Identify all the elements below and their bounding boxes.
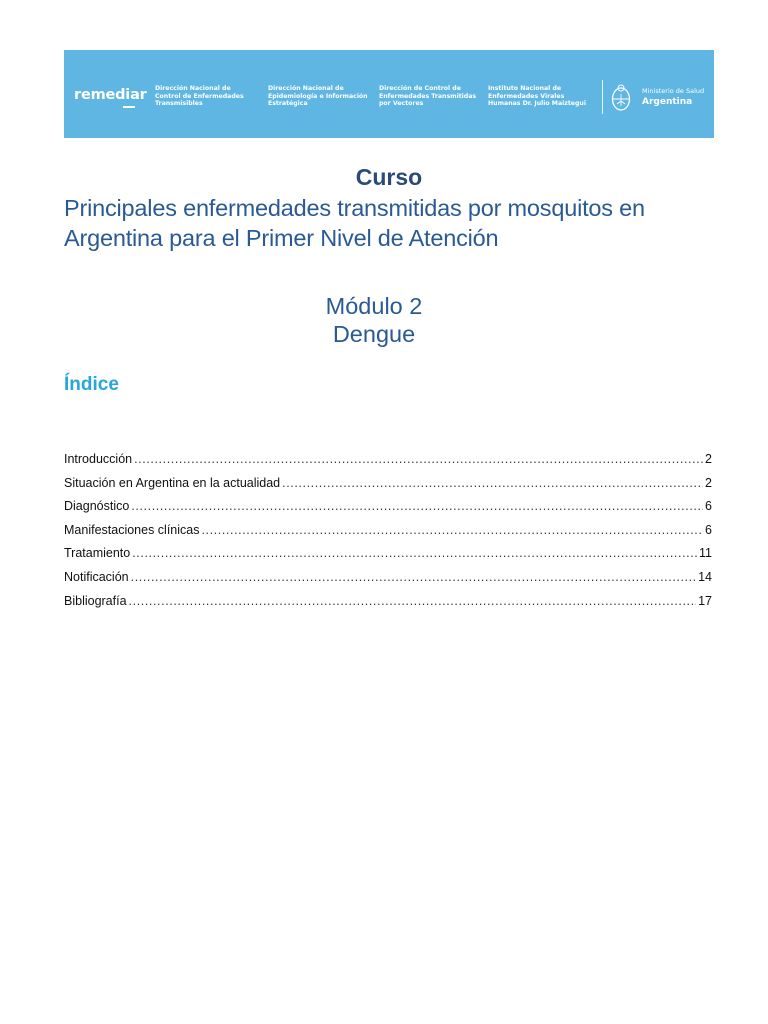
- course-title: [64, 193, 724, 253]
- toc-leader-dots: [132, 545, 697, 561]
- toc-entry[interactable]: [64, 593, 712, 617]
- course-title-line-2: Argentina para el Primer Nivel de Atención: [64, 225, 499, 251]
- remediar-logo: remediar: [74, 87, 147, 103]
- toc-entry-title: Situación en Argentina en la actualidad: [64, 475, 281, 490]
- toc-leader-dots: [282, 475, 703, 491]
- toc-entry[interactable]: [64, 475, 712, 499]
- org-dneie: Dirección Nacional de Epidemiología e Información Estratégica: [268, 85, 368, 108]
- ministry-label: Ministerio de Salud Argentina: [642, 87, 705, 107]
- toc-leader-dots: [131, 498, 703, 514]
- course-label: Curso: [355, 164, 423, 190]
- ministry-seal-icon: [610, 82, 632, 114]
- toc-entry[interactable]: [64, 498, 712, 522]
- toc-entry-page: 2: [705, 475, 712, 490]
- toc-leader-dots: [134, 451, 703, 467]
- toc-entry-page: 6: [705, 499, 712, 514]
- toc-leader-dots: [131, 569, 696, 585]
- toc-entry[interactable]: [64, 522, 712, 546]
- toc-leader-dots: [129, 593, 697, 609]
- index-heading: Índice: [64, 374, 119, 395]
- toc-entry-page: 6: [705, 522, 712, 537]
- logo-underline: [123, 106, 135, 108]
- toc-entry-title: Tratamiento: [64, 546, 131, 561]
- toc-entry-title: Notificación: [64, 569, 129, 584]
- toc-entry[interactable]: [64, 451, 712, 475]
- toc-leader-dots: [201, 522, 703, 538]
- course-title-line-1: Principales enfermedades transmitidas por mosquitos en: [64, 195, 645, 221]
- module-name: Dengue: [332, 321, 416, 347]
- module-heading: [64, 292, 684, 348]
- table-of-contents: [64, 451, 712, 616]
- toc-entry-title: Bibliografía: [64, 593, 127, 608]
- org-dncet: Dirección Nacional de Control de Enfermedades Transmisibles: [155, 85, 244, 108]
- toc-entry[interactable]: [64, 569, 712, 593]
- toc-entry[interactable]: [64, 545, 712, 569]
- toc-entry-title: Diagnóstico: [64, 499, 130, 514]
- toc-entry-page: 2: [705, 452, 712, 466]
- toc-entry-page: 11: [699, 546, 712, 561]
- header-banner: [64, 50, 714, 138]
- banner-divider: [602, 80, 603, 114]
- org-inevh: Instituto Nacional de Enfermedades Virales Humanas Dr. Julio Maiztegui: [488, 85, 586, 108]
- toc-entry-title: Manifestaciones clínicas: [64, 522, 200, 537]
- org-dcetv: Dirección de Control de Enfermedades Transmitidas por Vectores: [379, 85, 477, 108]
- toc-entry-title: Introducción: [64, 452, 133, 466]
- toc-entry-page: 17: [698, 593, 712, 608]
- toc-entry-page: 14: [698, 569, 712, 584]
- module-number: Módulo 2: [325, 293, 423, 319]
